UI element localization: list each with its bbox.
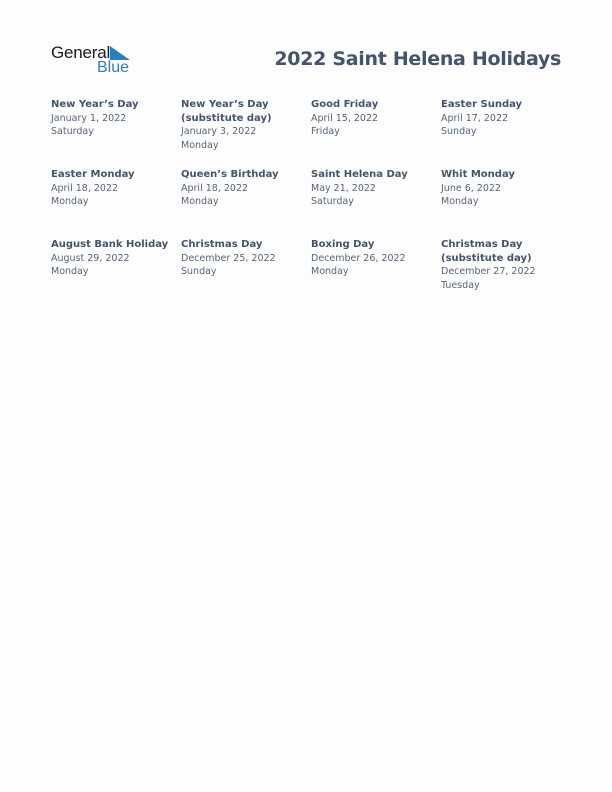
holiday-weekday: Monday xyxy=(181,196,219,207)
holiday-grid xyxy=(51,98,571,308)
holiday-item xyxy=(441,168,571,238)
holiday-name: Easter Sunday xyxy=(441,99,523,110)
holiday-date: August 29, 2022 xyxy=(51,252,130,264)
holiday-weekday: Monday xyxy=(441,196,479,207)
holiday-item xyxy=(51,238,181,308)
holiday-weekday: Tuesday xyxy=(441,279,480,291)
holiday-name: Whit Monday xyxy=(441,169,515,180)
holiday-item xyxy=(181,238,311,308)
holiday-item xyxy=(441,98,571,168)
holiday-name: Christmas Day (substitute day) xyxy=(441,239,532,264)
generalblue-logo xyxy=(51,44,135,78)
holiday-date: June 6, 2022 xyxy=(441,182,501,194)
holiday-date: January 1, 2022 xyxy=(51,112,127,124)
holiday-item xyxy=(311,238,441,308)
holiday-date: December 26, 2022 xyxy=(311,252,406,264)
logo-text-blue: Blue xyxy=(97,59,130,76)
holiday-item xyxy=(181,168,311,238)
holiday-item xyxy=(51,98,181,168)
logo-triangle-icon xyxy=(110,46,130,60)
holiday-weekday: Sunday xyxy=(181,266,217,277)
holiday-date: April 18, 2022 xyxy=(51,182,119,194)
holiday-weekday: Monday xyxy=(311,266,349,277)
holiday-name: Boxing Day xyxy=(311,239,375,250)
holiday-date: January 3, 2022 xyxy=(181,126,257,137)
holiday-item xyxy=(441,238,571,308)
holiday-date: April 15, 2022 xyxy=(311,112,379,124)
logo-text-general: General xyxy=(51,43,111,62)
holiday-date: April 18, 2022 xyxy=(181,182,249,194)
holiday-weekday: Monday xyxy=(51,196,89,207)
holiday-weekday: Friday xyxy=(311,126,340,137)
holiday-name: Good Friday xyxy=(311,99,379,110)
holiday-name: Queen’s Birthday xyxy=(181,169,279,180)
holiday-name: Saint Helena Day xyxy=(311,169,408,180)
holiday-date: December 27, 2022 xyxy=(441,266,536,277)
holiday-name: Easter Monday xyxy=(51,169,135,180)
holiday-weekday: Monday xyxy=(181,139,219,151)
holiday-date: May 21, 2022 xyxy=(311,182,376,194)
holiday-item xyxy=(51,168,181,238)
holiday-item xyxy=(311,98,441,168)
holiday-weekday: Sunday xyxy=(441,126,477,137)
holiday-name: New Year’s Day (substitute day) xyxy=(181,99,272,124)
holiday-date: April 17, 2022 xyxy=(441,112,509,124)
holiday-name: August Bank Holiday xyxy=(51,239,169,250)
holiday-item xyxy=(311,168,441,238)
holiday-name: New Year’s Day xyxy=(51,99,139,110)
holiday-name: Christmas Day xyxy=(181,239,263,250)
holiday-weekday: Monday xyxy=(51,266,89,277)
holiday-weekday: Saturday xyxy=(311,196,354,207)
holiday-date: December 25, 2022 xyxy=(181,252,276,264)
page-title: 2022 Saint Helena Holidays xyxy=(274,48,561,70)
holiday-weekday: Saturday xyxy=(51,126,94,137)
holiday-item xyxy=(181,98,311,168)
